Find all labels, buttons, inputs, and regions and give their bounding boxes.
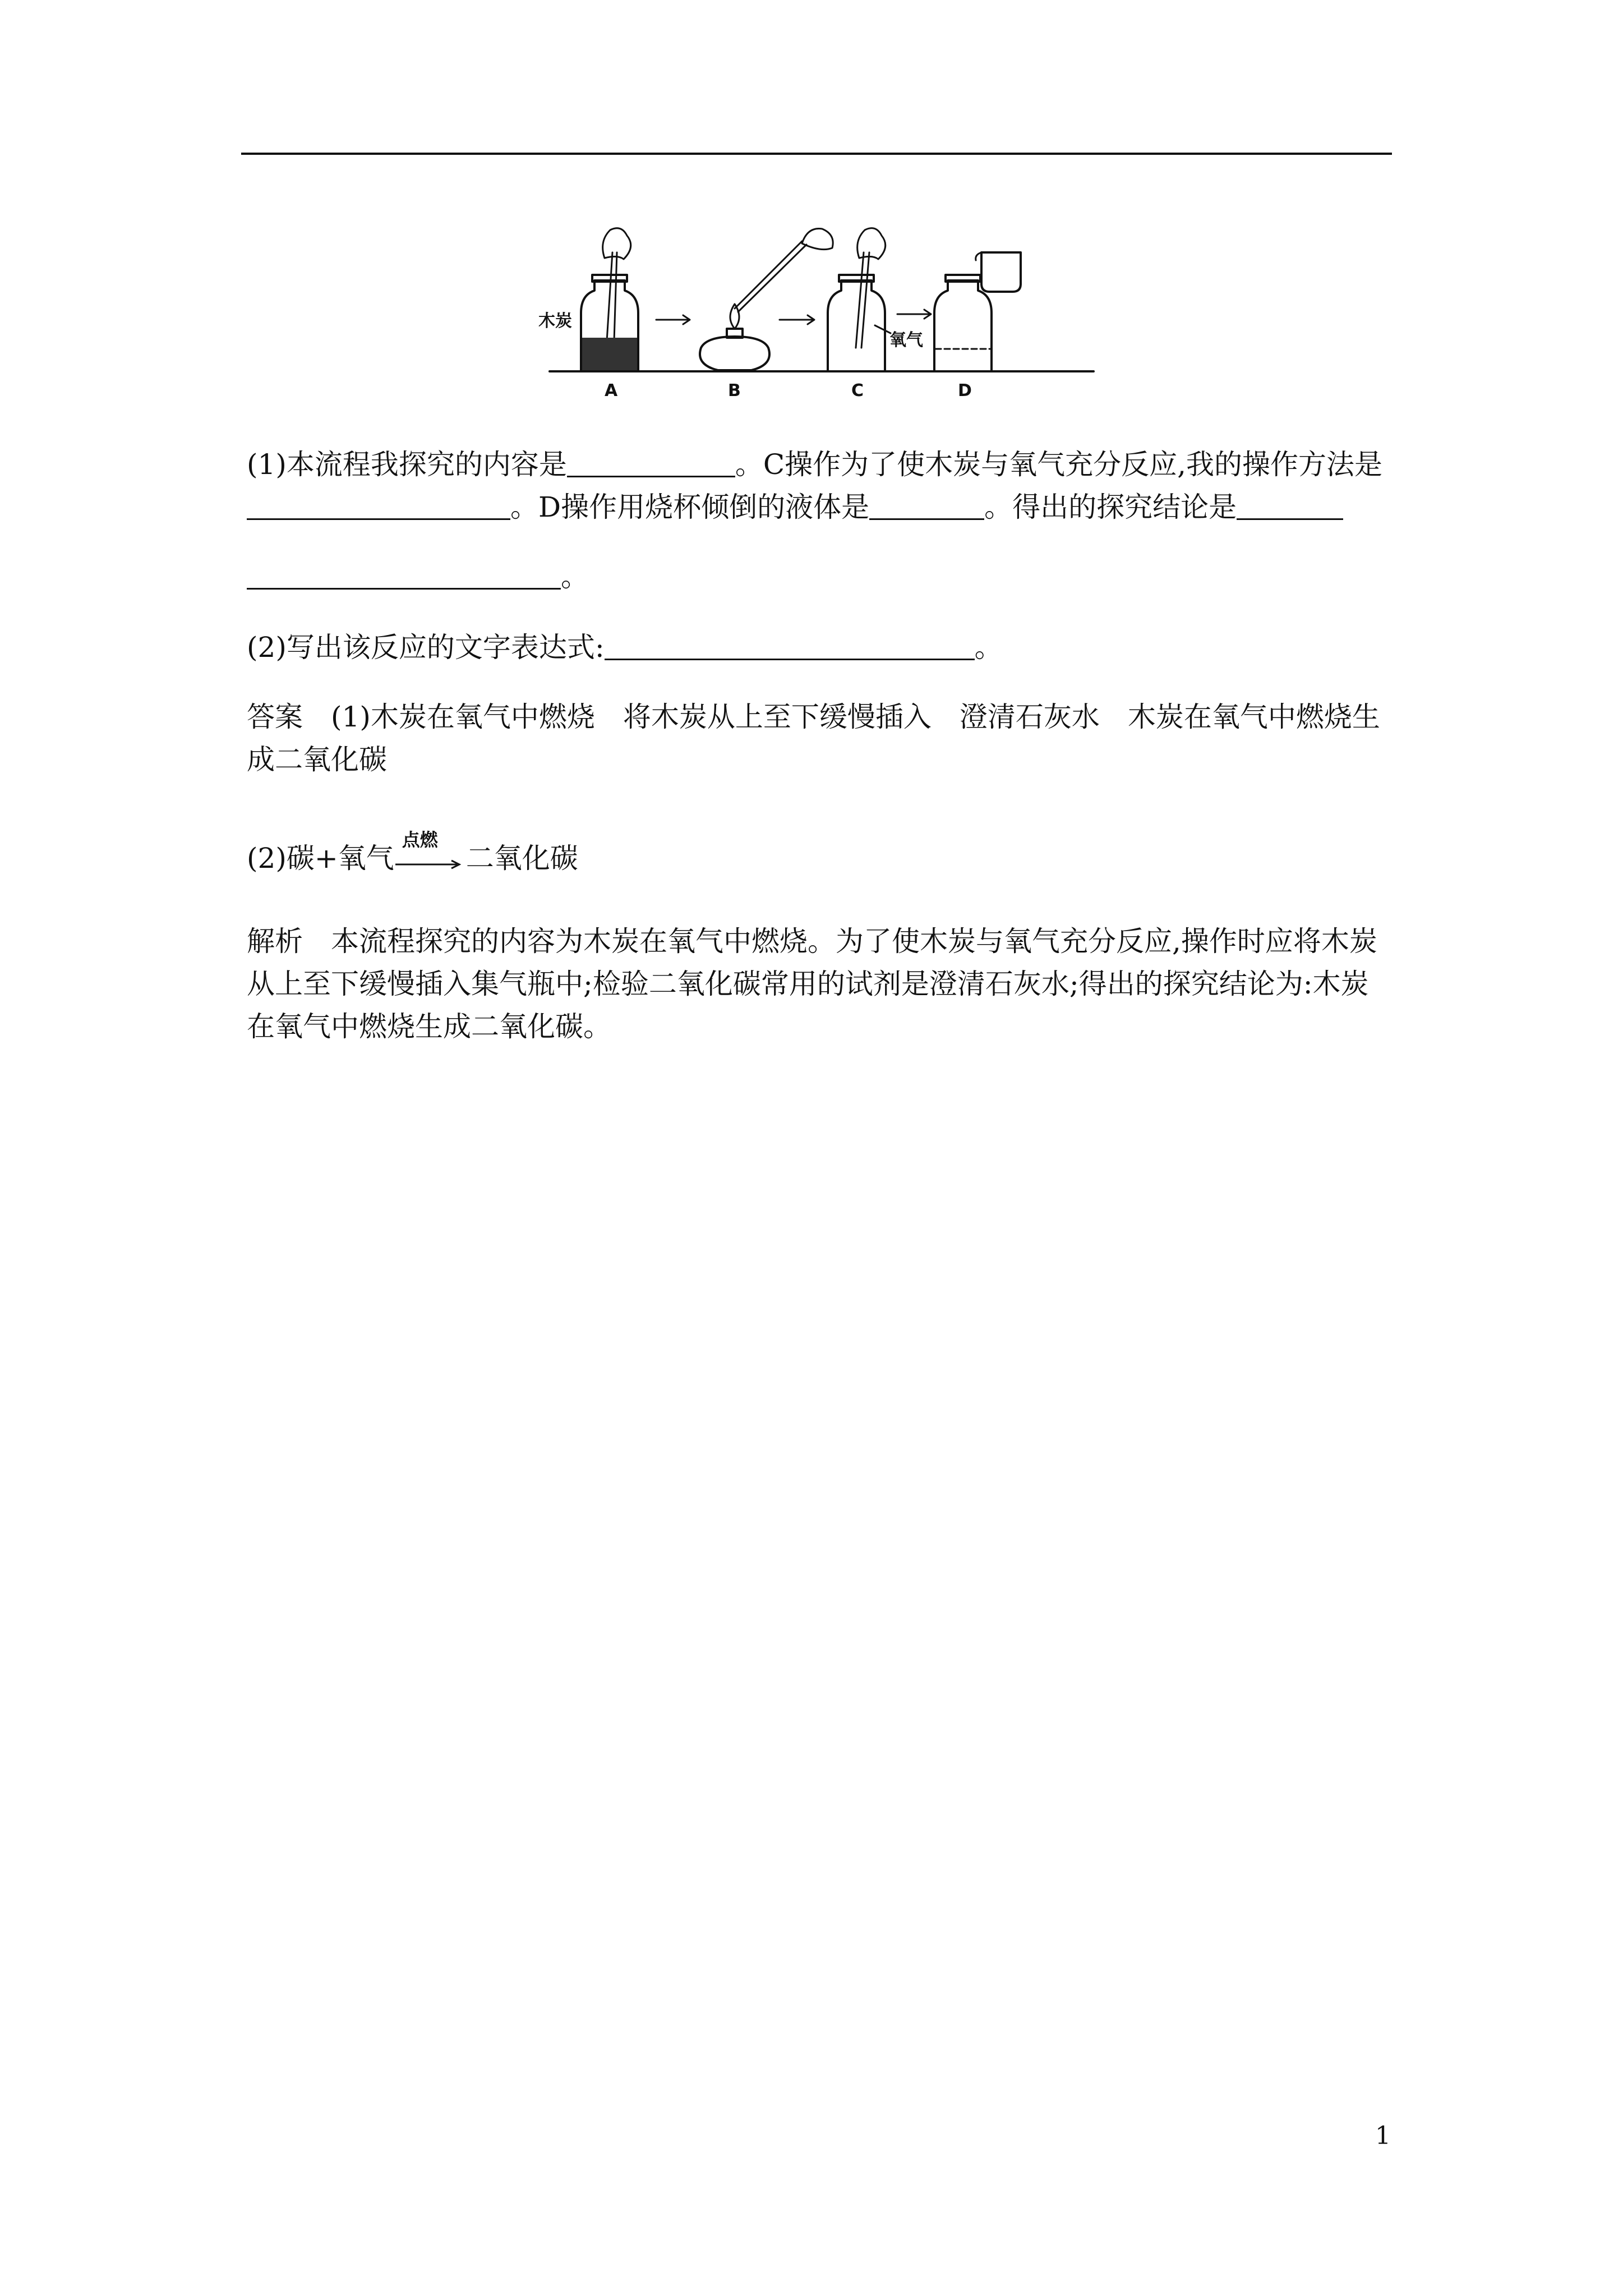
label-charcoal: 木炭: [538, 311, 572, 331]
experiment-figure: [538, 219, 1099, 404]
blank-2[interactable]: [247, 488, 510, 520]
bottle-d: [934, 280, 992, 371]
reaction-arrow: [394, 829, 466, 873]
blank-4b[interactable]: [247, 558, 561, 590]
blank-4a[interactable]: [1237, 488, 1343, 520]
reaction-condition: 点燃: [402, 829, 438, 850]
question-1-cont: 。: [247, 555, 1391, 598]
blank-3[interactable]: [869, 488, 984, 520]
step-label-b: B: [728, 381, 741, 401]
charcoal-fill: [582, 338, 637, 370]
question-2: (2)写出该反应的文字表达式: 。: [247, 626, 1391, 669]
header-rule: [241, 153, 1392, 155]
beaker: [981, 252, 1021, 292]
answer-label: 答案: [247, 701, 303, 733]
alcohol-lamp: [700, 337, 769, 370]
answer-equation: (2)碳+氧气 点燃 二氧化碳: [247, 837, 1391, 880]
step-label-d: D: [958, 381, 972, 401]
step-label-c: C: [851, 381, 864, 401]
arrow-icon: [394, 859, 462, 870]
step-label-a: A: [605, 381, 618, 401]
page-number: 1: [1375, 2122, 1391, 2150]
question-1: (1)本流程我探究的内容是 。C操作为了使木炭与氧气充分反应,我的操作方法是。D操作用烧杯倾倒的液体是 。得出的探究结论是: [247, 443, 1391, 528]
answer-block: 答案 (1)木炭在氧气中燃烧 将木炭从上至下缓慢插入 澄清石灰水 木炭在氧气中燃烧生成二氧化碳: [247, 701, 1380, 776]
analysis-label: 解析: [247, 925, 303, 958]
blank-5[interactable]: [605, 628, 975, 660]
blank-1[interactable]: [567, 445, 735, 477]
label-oxygen: 氧气: [889, 330, 923, 350]
analysis-block: 解析 本流程探究的内容为木炭在氧气中燃烧。为了使木炭与氧气充分反应,操作时应将木炭从上至下缓慢插入集气瓶中;检验二氧化碳常用的试剂是澄清石灰水;得出的探究结论为:木炭在氧气中燃烧生成二氧化碳。: [247, 925, 1377, 1043]
